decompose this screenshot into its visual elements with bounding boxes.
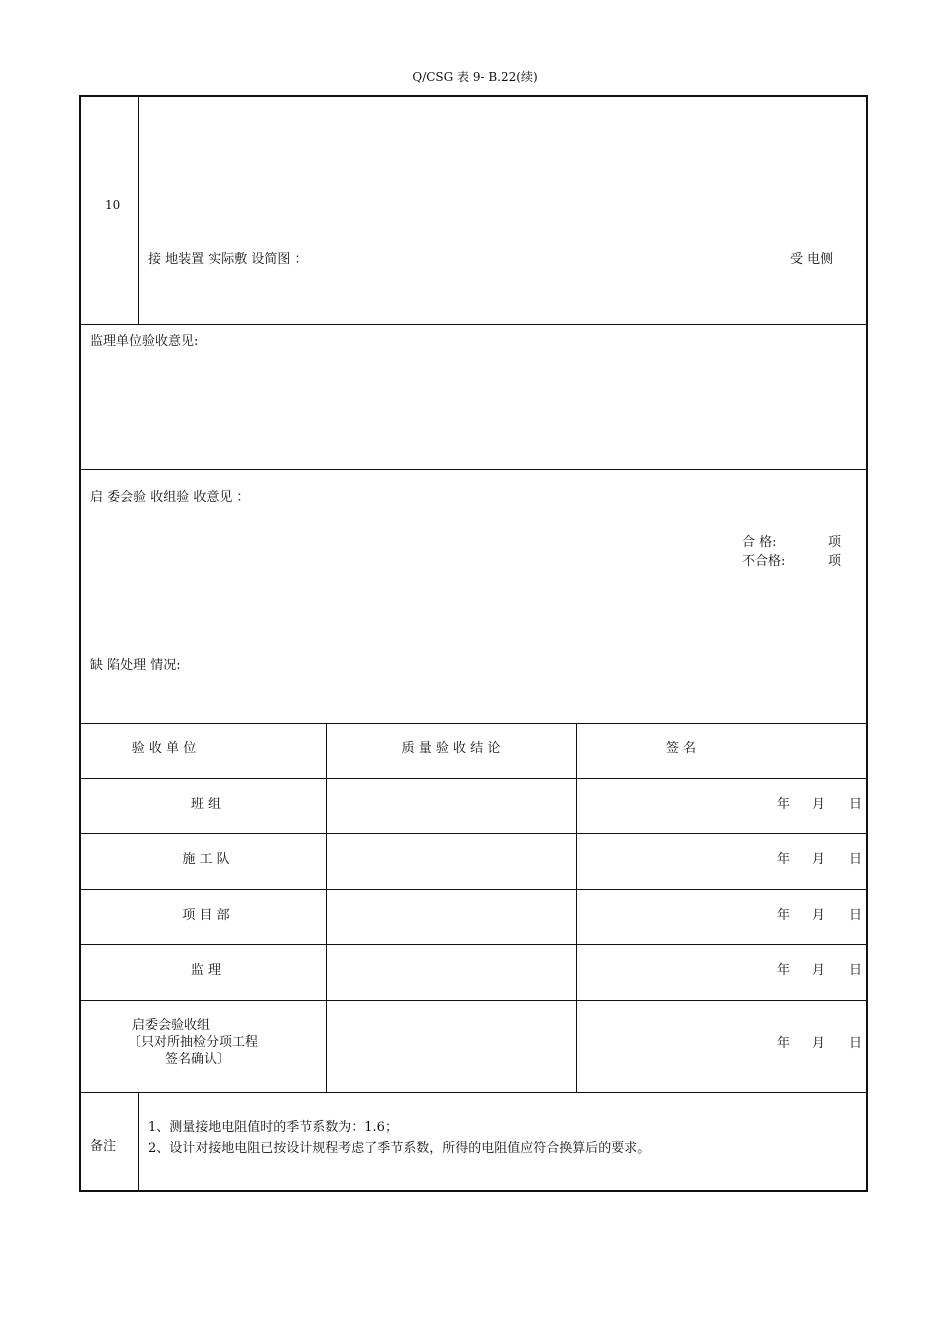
date-year: 年 — [777, 908, 791, 923]
date-month: 月 — [812, 1036, 826, 1051]
item-divider — [138, 97, 139, 324]
item-number: 10 — [105, 198, 121, 212]
date-day: 日 — [849, 852, 863, 867]
pass-label: 合 格: — [742, 535, 777, 550]
header-signature: 签 名 — [665, 741, 697, 756]
note-line-2: 2、设计对接地电阻已按设计规程考虑了季节系数，所得的电阻值应符合换算后的要求。 — [148, 1141, 651, 1156]
divider — [81, 1092, 866, 1093]
date-month: 月 — [812, 797, 826, 812]
supervision-label: 监理单位验收意见: — [90, 334, 199, 349]
date-month: 月 — [812, 852, 826, 867]
divider — [81, 723, 866, 724]
defect-label: 缺 陷处理 情况: — [90, 658, 181, 673]
date-year: 年 — [777, 1036, 791, 1051]
notes-label: 备注 — [90, 1139, 117, 1154]
inspection-form — [79, 95, 868, 1192]
notes-divider — [138, 1092, 139, 1192]
header-conclusion: 质 量 验 收 结 论 — [401, 741, 501, 756]
side-label: 受 电侧 — [790, 252, 834, 267]
date-day: 日 — [849, 908, 863, 923]
unit-project-dept: 项 目 部 — [182, 908, 230, 923]
header-unit: 验 收 单 位 — [131, 741, 197, 756]
pass-unit: 项 — [828, 535, 842, 550]
divider — [81, 469, 866, 470]
form-code: Q/CSG 表 9- B.22(续) — [412, 70, 538, 84]
diagram-label: 接 地装置 实际敷 设简图 ： — [148, 252, 308, 267]
divider — [81, 833, 866, 834]
unit-committee-line3: 签名确认〕 — [165, 1052, 231, 1067]
date-day: 日 — [849, 797, 863, 812]
divider — [81, 778, 866, 779]
date-year: 年 — [777, 852, 791, 867]
note-line-1: 1、测量接地电阻值时的季节系数为：1.6； — [148, 1120, 398, 1135]
committee-label: 启 委会验 收组验 收意见 ： — [90, 490, 250, 505]
unit-committee-line1: 启委会验收组 — [132, 1018, 211, 1033]
divider — [81, 944, 866, 945]
divider — [81, 1000, 866, 1001]
fail-label: 不合格: — [742, 554, 786, 569]
date-year: 年 — [777, 797, 791, 812]
unit-committee-line2: 〔只对所抽检分项工程 — [128, 1035, 259, 1050]
date-month: 月 — [812, 963, 826, 978]
unit-supervision: 监 理 — [190, 963, 222, 978]
date-year: 年 — [777, 963, 791, 978]
date-month: 月 — [812, 908, 826, 923]
divider — [81, 889, 866, 890]
unit-construction-crew: 施 工 队 — [182, 852, 230, 867]
date-day: 日 — [849, 963, 863, 978]
unit-team: 班 组 — [190, 797, 222, 812]
fail-unit: 项 — [828, 554, 842, 569]
date-day: 日 — [849, 1036, 863, 1051]
divider — [81, 324, 866, 325]
